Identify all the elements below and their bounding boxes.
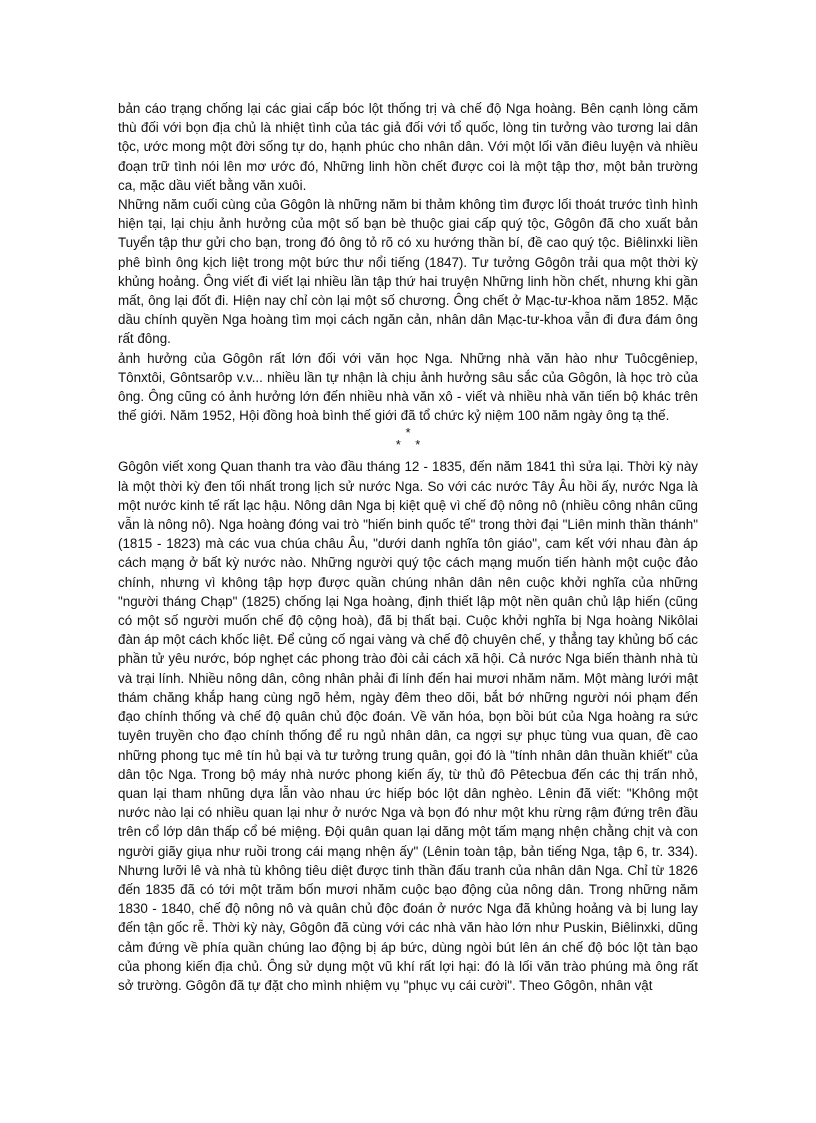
paragraph-intro: bản cáo trạng chống lại các giai cấp bóc lột thống trị và chế độ Nga hoàng. Bên cạnh lòng căm thù đối với bọn địa chủ là nhiệt tình của tác giả đối với tổ quốc, lòng tin tưởng vào tương lai dân tộc, ước mong một đời sống tự do, hạnh phúc cho nhân dân. Với một lối văn điêu luyện và nhiều đoạn trữ tình nói lên mơ ước đó, Những linh hồn chết được coi là một tập thơ, một bản trường ca, mặc dầu viết bằng văn xuôi. (118, 101, 698, 193)
paragraph-influence: ảnh hưởng của Gôgôn rất lớn đối với văn học Nga. Những nhà văn hào như Tuôcgêniep, Tônxtôi, Gôntsarôp v.v... nhiều lần tự nhận là chịu ảnh hưởng sâu sắc của Gôgôn, là học trò của ông. Ông cũng có ảnh hưởng lớn đến nhiều nhà văn xô - viết và nhiều nhà văn tiến bộ khác trên thế giới. Năm 1952, Hội đồng hoà bình thế giới đã tổ chức kỷ niệm 100 năm ngày ông tạ thế. (118, 350, 698, 424)
separator-asterisk-top: * (405, 425, 411, 441)
paragraph-inspector-context: Gôgôn viết xong Quan thanh tra vào đầu tháng 12 - 1835, đến năm 1841 thì sửa lại. Thời kỳ này là một thời kỳ đen tối nhất trong lịch sử nước Nga. So với các nước Tây Âu hồi ấy, nước Nga là một nước kinh tế rất lạc hậu. Nông dân Nga bị kiệt quệ vì chế độ nông nô (nhiều công nhân cũng vẫn là nông nô). Nga hoàng đóng vai trò "hiến binh quốc tế" trong thời đại "Liên minh thần thánh" (1815 - 1823) mà các vua chúa châu Âu, "dưới danh nghĩa tôn giáo", cam kết với nhau đàn áp cách mạng ở bất kỳ nước nào. Những người quý tộc cách mạng muốn tiến hành một cuộc đảo chính, nhưng vì không tập hợp được quần chúng nhân dân nên cuộc khởi nghĩa của những "người tháng Chạp" (1825) chống lại Nga hoàng, định thiết lập một nền quân chủ lập hiến (cũng có một số người muốn chế độ cộng hoà), đã bị thất bại. Cuộc khởi nghĩa bị Nga hoàng Nikôlai đàn áp một cách khốc liệt. Để củng cố ngai vàng và chế độ chuyên chế, y thẳng tay khủng bố các phần tử yêu nước, bóp nghẹt các phong trào đòi cải cách xã hội. Cả nước Nga biến thành nhà tù và trại lính. Nhiều nông dân, công nhân phải đi lính đến hai mươi nhăm năm. Một màng lưới mật thám chăng khắp hang cùng ngõ hẻm, ngày đêm theo dõi, bắt bớ những người nói phạm đến đạo chính thống và chế độ quân chủ độc đoán. Về văn hóa, bọn bồi bút của Nga hoàng ra sức tuyên truyền cho đạo chính thống để ru ngủ nhân dân, ca ngợi sự phục tùng vua quan, đề cao những phong tục mê tín hủ bại và tư tưởng trung quân, gọi đó là "tính nhân dân thuần khiết" của dân tộc Nga. Trong bộ máy nhà nước phong kiến ấy, từ thủ đô Pêtecbua đến các thị trấn nhỏ, quan lại tham nhũng dựa lẫn vào nhau ức hiếp bóc lột dân nghèo. Lênin đã viết: "Không một nước nào lại có nhiều quan lại như ở nước Nga và bọn đó như một khu rừng rậm đứng trên đầu trên cổ lớp dân thấp cổ bé miệng. Đội quân quan lại dăng một tấm mạng nhện chằng chịt và con người giãy giụa như ruồi trong cái mạng nhện ấy" (Lênin toàn tập, bản tiếng Nga, tập 6, tr. 334). Nhưng lưỡi lê và nhà tù không tiêu diệt được tinh thần đấu tranh của nhân dân Nga. Chỉ từ 1826 đến 1835 đã có tới một trăm bốn mươi nhăm cuộc bạo động của nông dân. Trong những năm 1830 - 1840, chế độ nông nô và quân chủ độc đoán ở nước Nga đã khủng hoảng và bị lung lay đến tận gốc rễ. Thời kỳ này, Gôgôn đã cùng với các nhà văn hào lớn như Puskin, Biêlinxki, dũng cảm đứng về phía quần chúng lao động bị áp bức, dùng ngòi bút lên án chế độ bóc lột tàn bạo của phong kiến địa chủ. Ông sử dụng một vũ khí rất lợi hại: đó là lối văn trào phúng mà ông rất sở trường. Gôgôn đã tự đặt cho mình nhiệm vụ "phục vụ cái cười". Theo Gôgôn, nhân vật (118, 459, 698, 993)
paragraph-final-years: Những năm cuối cùng của Gôgôn là những năm bi thảm không tìm được lối thoát trước tình hình hiện tại, lại chịu ảnh hưởng của một số bạn bè thuộc giai cấp quý tộc, Gôgôn đã cho xuất bản Tuyển tập thư gửi cho bạn, trong đó ông tỏ rõ có xu hướng thần bí, đề cao quý tộc. Biêlinxki liền phê bình ông kịch liệt trong một bức thư nổi tiếng (1847). Tư tưởng Gôgôn trải qua một thời kỳ khủng hoảng. Ông viết đi viết lại nhiều lần tập thứ hai truyện Những linh hồn chết, nhưng khi gần mất, ông lại đốt đi. Hiện nay chỉ còn lại một số chương. Ông chết ở Mạc-tư-khoa năm 1852. Mặc dầu chính quyền Nga hoàng tìm mọi cách ngăn cản, nhân dân Mạc-tư-khoa vẫn đi đưa đám ông rất đông. (118, 197, 698, 347)
document-page (118, 99, 698, 995)
separator-asterisk-bottom: * * (395, 437, 421, 453)
section-separator (118, 425, 698, 457)
